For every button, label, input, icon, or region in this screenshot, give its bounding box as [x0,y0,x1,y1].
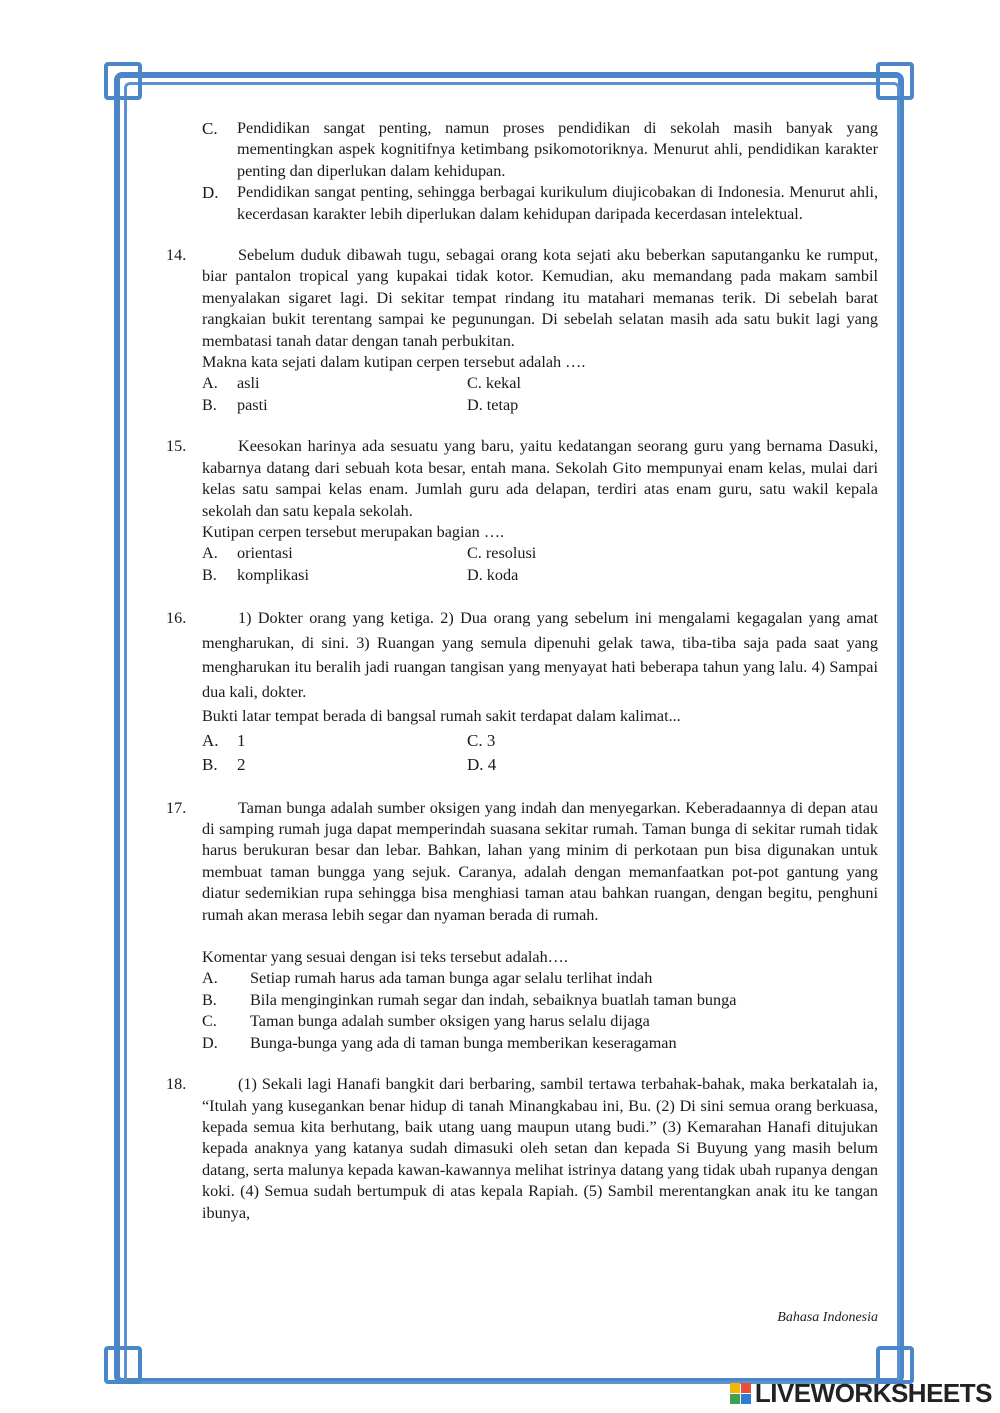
worksheet-content [166,118,878,1244]
border-corner-bottom-left [104,1346,142,1384]
liveworksheets-watermark [730,1378,992,1409]
previous-question-options [202,118,878,225]
border-corner-top-left [104,62,142,100]
option-c[interactable]: C. 3 [467,730,496,750]
option-b[interactable]: B. 2 [202,755,246,775]
option-c[interactable]: C. Taman bunga adalah sumber oksigen yang harus selalu dijaga [202,1012,650,1031]
option-d[interactable]: D. tetap [467,395,519,414]
option-d[interactable]: D. koda [467,565,519,584]
question-number: 18. [166,1075,187,1094]
option-b[interactable]: B. komplikasi [202,565,309,584]
question-15 [166,436,878,586]
option-a[interactable]: A. asli [202,374,260,393]
answer-options [202,968,878,1054]
question-18 [166,1074,878,1224]
question-number: 16. [166,609,187,628]
option-a[interactable]: A. orientasi [202,544,293,563]
option-a[interactable]: A. Setiap rumah harus ada taman bunga agar selalu terlihat indah [202,969,653,988]
option-a[interactable]: A. 1 [202,730,246,750]
answer-options [202,543,878,586]
question-prompt: Komentar yang sesuai dengan isi teks tersebut adalah…. [202,948,568,967]
subject-footer: Bahasa Indonesia [777,1310,878,1325]
option-c[interactable]: C. resolusi [467,544,537,563]
question-prompt: Makna kata sejati dalam kutipan cerpen tersebut adalah …. [202,353,586,372]
question-passage: Keesokan harinya ada sesuatu yang baru, yaitu kedatangan seorang guru yang bernama Dasuki, kabarnya datang dari sebuah kota besar, entah mana. Sekolah Gito mempunyai enam kelas, mulai dari kelas satu sampai kelas enam. Jumlah guru ada delapan, terdiri atas enam guru, satu wakil kepala sekolah dan satu kepala sekolah. [202,437,878,520]
question-17 [166,798,878,1054]
answer-options [202,373,878,416]
question-number: 17. [166,798,187,817]
question-passage: Sebelum duduk dibawah tugu, sebagai orang kota sejati aku beberkan saputanganku ke rumput, biar pantalon tropical yang kupakai tidak kotor. Kemudian, aku memandang pada makam sambil menyalakan sigaret lagi. Di sekitar tempat rindang itu matahari memanas terik. Di sebelah barat rangkaian bukit terentang sampai ke pegunungan. Di sebelah selatan masih ada satu bukit lagi yang membatasi tanah datar dengan tanah perbukitan. [202,246,878,350]
option-d[interactable]: D. Pendidikan sangat penting, sehingga berbagai kurikulum diujicobakan di Indonesia. Menurut ahli, kecerdasan karakter lebih diperlukan dalam kehidupan daripada kecerdasan intelektual. [202,183,878,223]
question-passage: Taman bunga adalah sumber oksigen yang indah dan menyegarkan. Keberadaannya di depan atau di samping rumah juga dapat memperindah suasana sekitar rumah. Taman bunga di sekitar rumah tidak harus berukuran besar dan lebar. Bahkan, lahan yang minim di perkotaan pun bisa digunakan untuk membuat taman bungga yang sejuk. Caranya, adalah dengan memanfaatkan pot-pot gantung yang diatur sedemikian rupa sehingga bisa menghiasi taman atau bahkan ruangan, dengan begitu, penghuni rumah akan merasa lebih segar dan nyaman berada di rumah. [202,798,878,924]
question-number: 15. [166,437,187,456]
border-corner-top-right [876,62,914,100]
question-prompt: Bukti latar tempat berada di bangsal rumah sakit terdapat dalam kalimat... [202,707,681,726]
question-passage: 1) Dokter orang yang ketiga. 2) Dua orang yang sebelum ini mengalami kegagalan yang amat mengharukan, di sini. 3) Ruangan yang semula dipenuhi gelak tawa, tiba-tiba saja pada saat yang mengharukan itu beralih jadi ruangan tangisan yang menyayat hati beberapa tahun yang lalu. 4) Sampai dua kali, dokter. [202,609,878,701]
question-passage: (1) Sekali lagi Hanafi bangkit dari berbaring, sambil tertawa terbahak-bahak, maka berkatalah ia, “Itulah yang kusegankan benar hidup di tanah Minangkabau ini, Bu. (2) Di sini semua orang berkuasa, kepada semua kita berhutang, baik utang uang maupun utang budi.” (3) Kemarahan Hanafi ditujukan kepada anaknya yang katanya sudah dimasuki oleh setan dan kepada Si Buyung yang masih belum datang, serta malunya kepada kawan-kawannya melihat istrinya datang yang tidak ubah rupanya dengan koki. (4) Semua sudah bertumpuk di atas kepala Rapiah. (5) Sambil merentangkan anak itu ke tangan ibunya, [202,1075,878,1222]
option-b[interactable]: B. Bila menginginkan rumah segar dan indah, sebaiknya buatlah taman bunga [202,990,737,1009]
question-14 [166,245,878,416]
liveworksheets-logo-icon [730,1383,751,1404]
option-b[interactable]: B. pasti [202,395,268,414]
option-d[interactable]: D. Bunga-bunga yang ada di taman bunga memberikan keseragaman [202,1033,677,1052]
option-c[interactable]: C. kekal [467,374,521,393]
option-c[interactable]: C. Pendidikan sangat penting, namun proses pendidikan di sekolah masih banyak yang mementingkan aspek kognitifnya ketimbang psikomotoriknya. Menurut ahli, pendidikan karakter penting dan diperlukan dalam kehidupan. [202,119,878,180]
question-prompt: Kutipan cerpen tersebut merupakan bagian …. [202,522,505,541]
answer-options [202,729,878,778]
option-d[interactable]: D. 4 [467,755,497,775]
question-number: 14. [166,246,187,265]
watermark-text: LIVEWORKSHEETS [754,1378,992,1408]
question-16 [166,606,878,778]
